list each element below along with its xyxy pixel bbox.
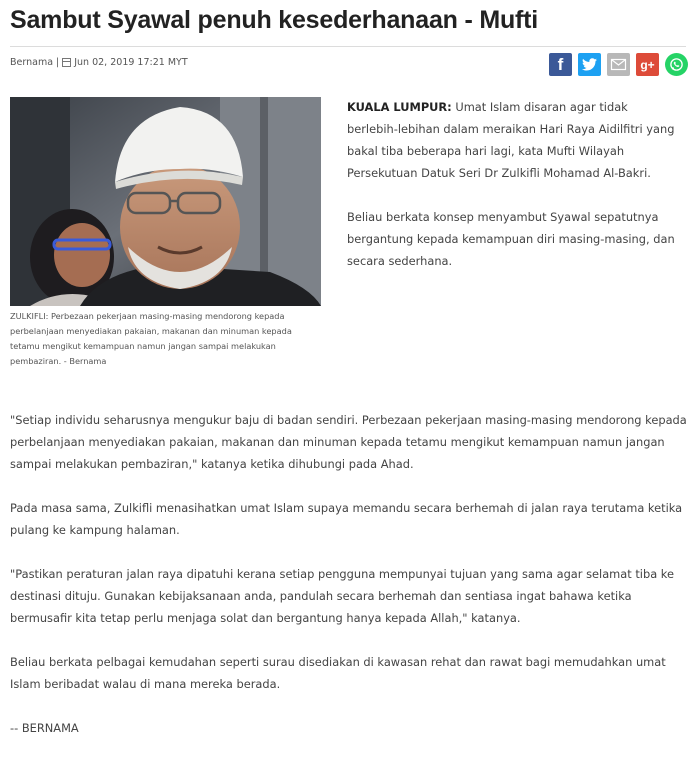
lead-text: Umat Islam disaran agar tidak berlebih-lebihan dalam meraikan Hari Raya Aidilfitri yang bakal tiba beberapa hari lagi, kata Mufti Wilayah Persekutuan Datuk Seri Dr Zulkifli Mohamad Al-Bakri. bbox=[347, 100, 675, 180]
whatsapp-icon bbox=[669, 57, 684, 72]
email-icon bbox=[611, 59, 626, 70]
paragraph-4: Pada masa sama, Zulkifli menasihatkan umat Islam supaya memandu secara berhemah di jalan raya terutama ketika pulang ke kampung halaman. bbox=[10, 501, 683, 537]
whatsapp-share-button[interactable] bbox=[665, 53, 688, 76]
source-label: Bernama bbox=[10, 57, 54, 68]
lead-paragraph bbox=[347, 96, 677, 184]
email-share-button[interactable] bbox=[607, 53, 630, 76]
article-title: Sambut Syawal penuh kesederhanaan - Mufti bbox=[10, 6, 539, 34]
article-photo bbox=[10, 97, 321, 306]
facebook-share-button[interactable] bbox=[549, 53, 572, 76]
google-plus-share-button[interactable] bbox=[636, 53, 659, 76]
article-lead-column bbox=[347, 96, 677, 294]
facebook-icon: f bbox=[557, 54, 564, 74]
paragraph-3: "Setiap individu seharusnya mengukur baju di badan sendiri. Perbezaan pekerjaan masing-masing mendorong kepada perbelanjaan menyediakan pakaian, makanan dan minuman kepada tetamu mengikut kemampuan namun jangan sampai melakukan pembaziran," katanya ketika dihubungi pada Ahad. bbox=[10, 413, 687, 471]
photo-caption: ZULKIFLI: Perbezaan pekerjaan masing-masing mendorong kepada perbelanjaan menyediakan pakaian, makanan dan minuman kepada tetamu mengikut kemampuan namun jangan sampai melakukan pembaziran. - Bernama bbox=[10, 311, 292, 366]
dateline: KUALA LUMPUR: bbox=[347, 100, 452, 114]
paragraph-5: "Pastikan peraturan jalan raya dipatuhi kerana setiap pengguna mempunyai tujuan yang sama agar selamat tiba ke destinasi dituju. Gunakan kebijaksanaan anda, pandulah secara berhemah dan sentiasa ingat bahawa ketika bermusafir kita tetap perlu menjaga solat dan bergantung hanya kepada Allah," katanya. bbox=[10, 567, 674, 625]
publish-date: Jun 02, 2019 17:21 MYT bbox=[74, 57, 188, 68]
paragraph-6: Beliau berkata pelbagai kemudahan seperti surau disediakan di kawasan rehat dan rawat bagi memudahkan umat Islam beribadat walau di mana mereka berada. bbox=[10, 655, 666, 691]
article-meta bbox=[10, 57, 188, 68]
paragraph-2: Beliau berkata konsep menyambut Syawal sepatutnya bergantung kepada kemampuan diri masing-masing, dan secara sederhana. bbox=[347, 210, 675, 268]
photo-illustration bbox=[10, 97, 321, 306]
calendar-icon bbox=[62, 58, 71, 67]
google-plus-icon: g+ bbox=[640, 57, 655, 72]
signoff: -- BERNAMA bbox=[10, 721, 79, 735]
twitter-icon bbox=[582, 58, 597, 71]
article-body bbox=[10, 409, 688, 761]
meta-separator: | bbox=[56, 57, 60, 68]
twitter-share-button[interactable] bbox=[578, 53, 601, 76]
share-bar bbox=[549, 53, 688, 76]
title-divider bbox=[10, 46, 686, 47]
